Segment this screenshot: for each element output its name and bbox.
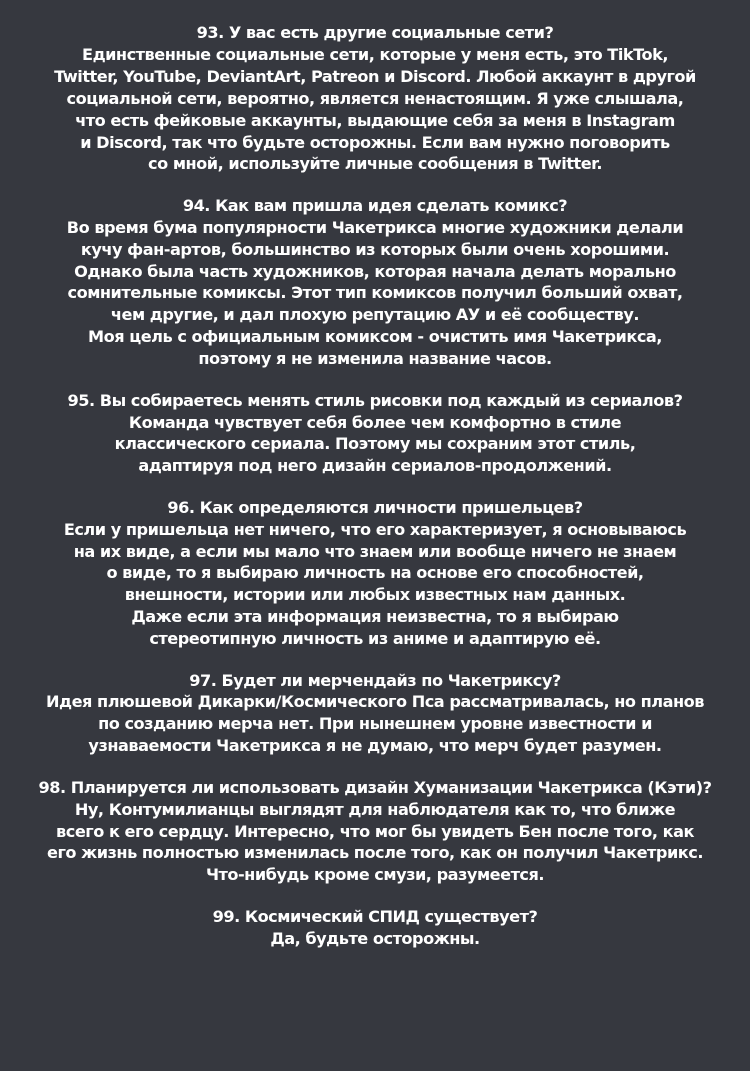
answer-line: по созданию мерча нет. При нынешнем уровне известности и [98,714,652,734]
question-text: 97. Будет ли мерчендайз по Чакетриксу? [189,670,561,690]
answer-line: со мной, используйте личные сообщения в Twitter. [148,154,602,174]
qa-block [0,195,750,370]
answer-line: Во время бума популярности Чакетрикса многие художники делали [66,217,684,237]
qa-block [0,22,750,175]
answer-line: о виде, то я выбираю личность на основе его способностей, [106,563,644,583]
answer-line: Идея плюшевой Дикарки/Космического Пса рассматривалась, но планов [46,692,704,712]
answer-line: Даже если эта информация неизвестна, то я выбираю [131,607,619,627]
answer-line: адаптируя под него дизайн сериалов-продолжений. [138,456,612,476]
qa-block [0,390,750,478]
answer-line: чем другие, и дал плохую репутацию АУ и её сообществу. [110,305,640,325]
answer-line: внешности, истории или любых известных нам данных. [124,585,626,605]
question-text: 94. Как вам пришла идея сделать комикс? [182,195,568,215]
answer-line: Однако была часть художников, которая начала делать морально [74,261,676,281]
answer-line: Единственные социальные сети, которые у меня есть, это TikTok, [82,44,668,64]
answer-line: поэтому я не изменила название часов. [198,349,552,369]
answer-line: Что-нибудь кроме смузи, разумеется. [205,865,545,885]
question-text: 99. Космический СПИД существует? [212,906,538,926]
answer-line: его жизнь полностью изменилась после того, как он получил Чакетрикс. [47,843,703,863]
answer-line: Моя цель с официальным комиксом - очистить имя Чакетрикса, [88,327,662,347]
question-text: 96. Как определяются личности пришельцев? [167,497,583,517]
answer-line: на их виде, а если мы мало что знаем или вообще ничего не знаем [73,541,677,561]
answer-line: Да, будьте осторожны. [270,928,480,948]
answer-line: что есть фейковые аккаунты, выдающие себя за меня в Instagram [75,110,675,130]
answer-line: социальной сети, вероятно, является ненастоящим. Я уже слышала, [66,88,684,108]
answer-line: кучу фан-артов, большинство из которых были очень хорошими. [80,239,670,259]
answer-line: Ну, Контумилианцы выглядят для наблюдателя как то, что ближе [74,799,676,819]
qa-block [0,777,750,887]
answer-line: Команда чувствует себя более чем комфортно в стиле [128,412,622,432]
question-text: 93. У вас есть другие социальные сети? [196,23,554,42]
question-text: 98. Планируется ли использовать дизайн Хуманизации Чакетрикса (Кэти)? [38,777,712,797]
answer-line: всего к его сердцу. Интересно, что мог бы увидеть Бен после того, как [56,821,694,841]
answer-line: и Discord, так что будьте осторожны. Если вам нужно поговорить [80,132,670,152]
qa-block [0,906,750,950]
qa-block [0,670,750,758]
answer-line: узнаваемости Чакетрикса я не думаю, что мерч будет разумен. [88,736,662,756]
answer-line: Если у пришельца нет ничего, что его характеризует, я основываюсь [63,519,687,539]
answer-line: Twitter, YouTube, DeviantArt, Patreon и Discord. Любой аккаунт в другой [54,66,696,86]
answer-line: стереотипную личность из аниме и адаптирую её. [149,629,601,649]
question-text: 95. Вы собираетесь менять стиль рисовки под каждый из сериалов? [67,390,683,410]
qa-block [0,497,750,650]
answer-line: классического сериала. Поэтому мы сохраним этот стиль, [114,434,636,454]
answer-line: сомнительные комиксы. Этот тип комиксов получил больший охват, [67,283,683,303]
